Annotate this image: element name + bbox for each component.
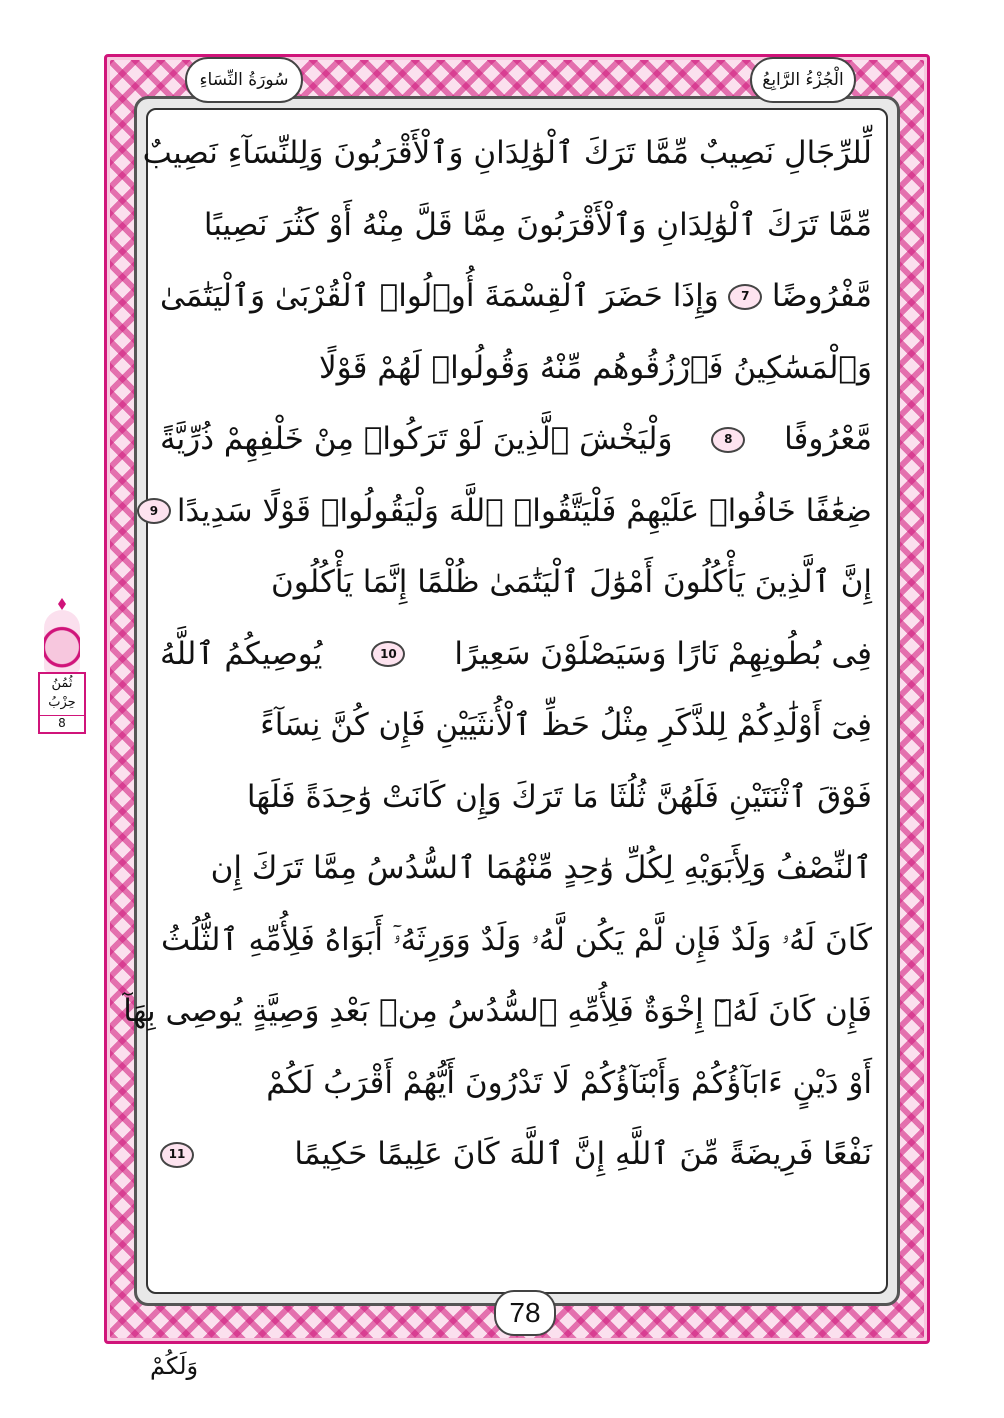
text-line [160, 1048, 872, 1120]
text-line [160, 905, 872, 977]
verse-text: نَفْعًا فَرِيضَةً مِّنَ ٱللَّهِ إِنَّ ٱللَّهَ كَانَ عَلِيمًا حَكِيمًا [294, 1136, 872, 1172]
verse-text: أَوْ دَيْنٍ ءَابَآؤُكُمْ وَأَبْنَآؤُكُمْ لَا تَدْرُونَ أَيُّهُمْ أَقْرَبُ لَكُمْ [266, 1064, 872, 1101]
verse-text: فِى بُطُونِهِمْ نَارًا وَسَيَصْلَوْنَ سَعِيرًا [454, 635, 872, 672]
text-line [123, 976, 872, 1048]
text-line [160, 619, 872, 691]
text-line [160, 762, 872, 834]
quran-text-block [123, 118, 872, 1191]
text-line [160, 1119, 872, 1191]
text-line [160, 404, 872, 476]
verse-text: لِّلرِّجَالِ نَصِيبٌ مِّمَّا تَرَكَ ٱلْوَٰلِدَانِ وَٱلْأَقْرَبُونَ وَلِلنِّسَآءِ نَصِيبٌ [142, 135, 872, 171]
text-line [160, 190, 872, 262]
page-number: 78 [494, 1290, 556, 1336]
text-line [160, 333, 872, 405]
hizb-marker-box [38, 672, 86, 734]
text-line [142, 118, 872, 190]
verse-text: كَانَ لَهُۥ وَلَدٌ فَإِن لَّمْ يَكُن لَّهُۥ وَلَدٌ وَوَرِثَهُۥٓ أَبَوَاهُ فَلِأُمِّهِ ٱلثُّلُثُ [160, 921, 872, 958]
text-line [160, 833, 872, 905]
verse-text: ٱلنِّصْفُ وَلِأَبَوَيْهِ لِكُلِّ وَٰحِدٍ مِّنْهُمَا ٱلسُّدُسُ مِمَّا تَرَكَ إِن [210, 850, 872, 886]
verse-text: فَوْقَ ٱثْنَتَيْنِ فَلَهُنَّ ثُلُثَا مَا تَرَكَ وَإِن كَانَتْ وَٰحِدَةً فَلَهَا [246, 778, 872, 815]
hizb-label: حِزْبُ [48, 695, 76, 711]
hizb-eighth-label: ثُمُنُ [51, 676, 73, 692]
text-line [160, 690, 872, 762]
verse-text: إِنَّ ٱلَّذِينَ يَأْكُلُونَ أَمْوَٰلَ ٱلْيَتَٰمَىٰ ظُلْمًا إِنَّمَا يَأْكُلُونَ [271, 564, 872, 600]
hizb-marker-dome-icon [44, 610, 80, 672]
verse-text: يُوصِيكُمُ ٱللَّهُ [160, 635, 323, 672]
verse-text: ضِعَٰفًا خَافُوا۟ عَلَيْهِمْ فَلْيَتَّقُوا۟ ٱللَّهَ وَلْيَقُولُوا۟ قَوْلًا سَدِيدًا [176, 492, 872, 529]
ayah-number-icon: 11 [160, 1142, 194, 1168]
ayah-number-icon: 7 [728, 284, 762, 310]
verse-text: وَلْيَخْشَ ٱلَّذِينَ لَوْ تَرَكُوا۟ مِنْ خَلْفِهِمْ ذُرِّيَّةً [160, 421, 673, 457]
surah-name-label: سُورَةُ النِّسَاءِ [185, 57, 303, 103]
text-line [149, 476, 872, 548]
text-line [160, 547, 872, 619]
ayah-number-icon: 10 [371, 641, 405, 667]
ayah-number-icon: 9 [137, 498, 171, 524]
hizb-marker [34, 610, 90, 734]
catchword: وَلَكُمْ [150, 1352, 199, 1380]
verse-text: وَإِذَا حَضَرَ ٱلْقِسْمَةَ أُو۟لُوا۟ ٱلْقُرْبَىٰ وَٱلْيَتَٰمَىٰ [160, 278, 719, 314]
verse-text: مِّمَّا تَرَكَ ٱلْوَٰلِدَانِ وَٱلْأَقْرَبُونَ مِمَّا قَلَّ مِنْهُ أَوْ كَثُرَ نَصِيبًا [203, 206, 872, 243]
hizb-number: 8 [40, 715, 84, 730]
ayah-number-icon: 8 [711, 427, 745, 453]
hizb-marker-tip-icon [58, 598, 66, 610]
verse-text: مَّعْرُوفًا [784, 421, 872, 457]
juz-name-label: الْجُزْءُ الرَّابِعُ [750, 57, 856, 103]
text-line [160, 261, 872, 333]
verse-text: مَّفْرُوضًا [771, 278, 872, 314]
verse-text: وَٱلْمَسَٰكِينُ فَٱرْزُقُوهُم مِّنْهُ وَقُولُوا۟ لَهُمْ قَوْلًا [318, 349, 872, 386]
verse-text: فَإِن كَانَ لَهُۥٓ إِخْوَةٌ فَلِأُمِّهِ ٱلسُّدُسُ مِنۢ بَعْدِ وَصِيَّةٍ يُوصِى بِهَآ [123, 993, 872, 1029]
verse-text: فِىٓ أَوْلَٰدِكُمْ لِلذَّكَرِ مِثْلُ حَظِّ ٱلْأُنثَيَيْنِ فَإِن كُنَّ نِسَآءً [260, 707, 872, 743]
